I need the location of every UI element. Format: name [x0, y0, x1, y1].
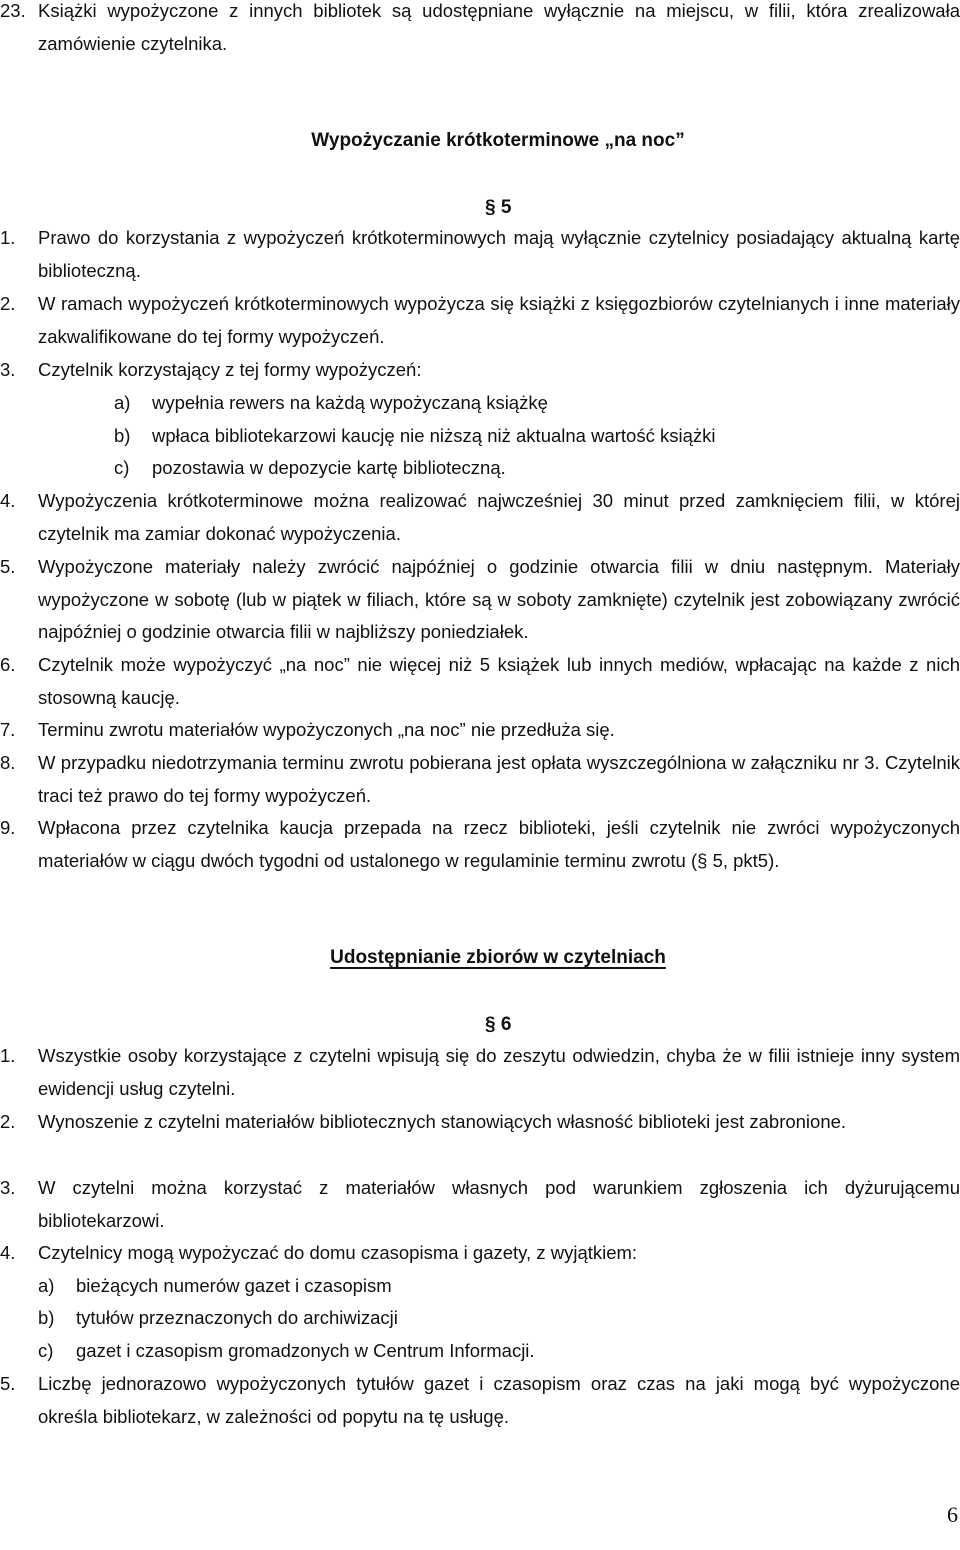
sub-list-item: [114, 420, 715, 453]
item-number: 2.: [0, 1111, 16, 1132]
sub-list-item: [114, 387, 548, 420]
item-number: 1.: [0, 1045, 16, 1066]
sub-item-letter: a): [38, 1275, 55, 1296]
page-number: 6: [947, 1502, 958, 1527]
list-item: [0, 1368, 960, 1433]
sub-item-text: wpłaca bibliotekarzowi kaucję nie niższą niż aktualna wartość książki: [152, 425, 716, 446]
list-item: [0, 222, 960, 287]
item-number: 4.: [0, 1242, 16, 1263]
item-text: Książki wypożyczone z innych bibliotek są udostępniane wyłącznie na miejscu, w filii, która zrealizowała zamówienie czytelnika.: [38, 0, 960, 54]
list-item: [0, 714, 960, 747]
section-heading: [0, 943, 960, 973]
paragraph-symbol: § 6: [485, 1014, 512, 1035]
sub-list-item: [38, 1335, 535, 1368]
sub-item-text: gazet i czasopism gromadzonych w Centrum Informacji.: [76, 1340, 535, 1361]
sub-list-item: [38, 1270, 392, 1303]
sub-item-text: pozostawia w depozycie kartę biblioteczną.: [152, 457, 506, 478]
sub-list-item: [114, 452, 506, 485]
sub-item-letter: c): [38, 1340, 54, 1361]
item-number: 23.: [0, 0, 26, 21]
item-text: W przypadku niedotrzymania terminu zwrotu pobierana jest opłata wyszczególniona w załączniku nr 3. Czytelnik traci też prawo do tej formy wypożyczeń.: [38, 752, 960, 806]
item-text: Wypożyczenia krótkoterminowe można realizować najwcześniej 30 minut przed zamknięciem filii, w której czytelnik ma zamiar dokonać wypożyczenia.: [38, 490, 960, 544]
item-text: Wpłacona przez czytelnika kaucja przepada na rzecz biblioteki, jeśli czytelnik nie zwróci wypożyczonych materiałów w ciągu dwóch tygodni od ustalonego w regulaminie terminu zwrotu (§ 5, pkt5).: [38, 817, 960, 871]
list-item: [0, 551, 960, 649]
item-number: 1.: [0, 227, 16, 248]
list-item: [0, 1172, 960, 1237]
item-text: W ramach wypożyczeń krótkoterminowych wypożycza się książki z księgozbiorów czytelnianych i inne materiały zakwalifikowane do tej formy wypożyczeń.: [38, 293, 960, 347]
list-item: [0, 1040, 960, 1105]
item-text: Liczbę jednorazowo wypożyczonych tytułów gazet i czasopism oraz czas na jaki mogą być wypożyczone określa bibliotekarz, w zależności od popytu na tę usługę.: [38, 1373, 960, 1427]
item-text: Czytelnicy mogą wypożyczać do domu czasopisma i gazety, z wyjątkiem:: [38, 1242, 638, 1263]
sub-item-letter: a): [114, 392, 131, 413]
item-number: 8.: [0, 752, 16, 773]
list-item: [0, 649, 960, 714]
list-item: [0, 0, 960, 60]
section-heading-text: Udostępnianie zbiorów w czytelniach: [330, 947, 666, 968]
item-number: 7.: [0, 719, 16, 740]
item-number: 5.: [0, 1373, 16, 1394]
section-heading-text: Wypożyczanie krótkoterminowe „na noc”: [311, 130, 685, 151]
item-text: Wynoszenie z czytelni materiałów bibliotecznych stanowiących własność biblioteki jest zabronione.: [38, 1111, 847, 1132]
list-item: [0, 1237, 960, 1270]
list-item: [0, 288, 960, 353]
item-text: Czytelnik może wypożyczyć „na noc” nie więcej niż 5 książek lub innych mediów, wpłacając na każde z nich stosowną kaucję.: [38, 654, 960, 708]
item-number: 3.: [0, 1177, 16, 1198]
item-text: Wypożyczone materiały należy zwrócić najpóźniej o godzinie otwarcia filii w dniu następnym. Materiały wypożyczone w sobotę (lub w piątek w filiach, które są w soboty zamknięte) czytelnik jest zobowiązany zwrócić najpóźniej o godzinie otwarcia filii w najbliższy poniedziałek.: [38, 556, 960, 642]
list-item: [0, 1106, 960, 1139]
sub-item-text: bieżących numerów gazet i czasopism: [76, 1275, 392, 1296]
item-number: 5.: [0, 556, 16, 577]
item-number: 6.: [0, 654, 16, 675]
item-number: 4.: [0, 490, 16, 511]
item-text: Prawo do korzystania z wypożyczeń krótkoterminowych mają wyłącznie czytelnicy posiadający aktualną kartę biblioteczną.: [38, 227, 960, 281]
list-item: [0, 747, 960, 812]
sub-item-text: wypełnia rewers na każdą wypożyczaną książkę: [152, 392, 548, 413]
sub-item-text: tytułów przeznaczonych do archiwizacji: [76, 1307, 398, 1328]
item-text: W czytelni można korzystać z materiałów własnych pod warunkiem zgłoszenia ich dyżurującemu bibliotekarzowi.: [38, 1177, 960, 1231]
sub-list-item: [38, 1302, 398, 1335]
sub-item-letter: c): [114, 457, 130, 478]
list-item: [0, 812, 960, 877]
list-item: [0, 485, 960, 550]
paragraph-symbol: § 5: [485, 197, 512, 218]
sub-item-letter: b): [114, 425, 131, 446]
list-item: [0, 354, 960, 387]
item-number: 2.: [0, 293, 16, 314]
section-heading: [0, 126, 960, 156]
item-text: Czytelnik korzystający z tej formy wypożyczeń:: [38, 359, 422, 380]
item-text: Terminu zwrotu materiałów wypożyczonych „na noc” nie przedłuża się.: [38, 719, 615, 740]
item-number: 9.: [0, 817, 16, 838]
sub-item-letter: b): [38, 1307, 55, 1328]
item-text: Wszystkie osoby korzystające z czytelni wpisują się do zeszytu odwiedzin, chyba że w filii istnieje inny system ewidencji usług czytelni.: [38, 1045, 960, 1099]
item-number: 3.: [0, 359, 16, 380]
